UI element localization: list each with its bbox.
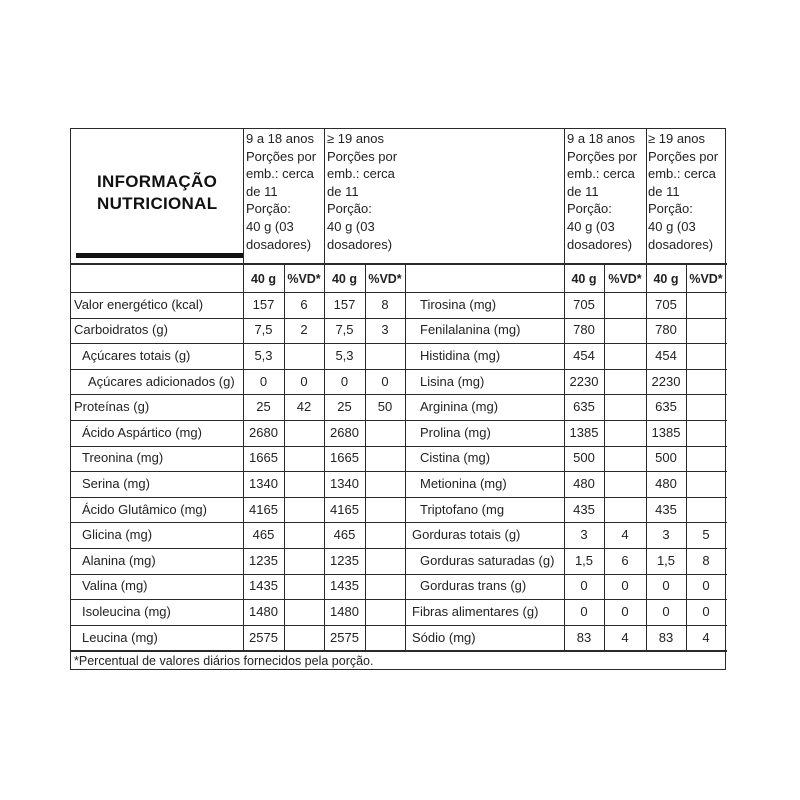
nutrient-amount: 500: [573, 450, 595, 465]
title-line-2: NUTRICIONAL: [97, 194, 218, 213]
nutrient-amount: 1235: [330, 553, 359, 568]
nutrient-amount: 454: [655, 348, 677, 363]
nutrient-amount: 1435: [249, 578, 278, 593]
nutrient-name: Sódio (mg): [412, 630, 476, 645]
nutrient-amount: 83: [576, 630, 592, 645]
row-divider: [71, 394, 727, 395]
nutrient-name: Açúcares totais (g): [82, 348, 191, 363]
nutrient-name: Gorduras saturadas (g): [420, 553, 555, 568]
nutrient-amount: 5,3: [335, 348, 354, 363]
nutrient-amount: 3: [580, 527, 588, 542]
row-divider: [71, 522, 727, 523]
nutrient-amount: 780: [655, 322, 677, 337]
column-divider: [243, 129, 244, 651]
serving-header-right-1: 9 a 18 anos Porções por emb.: cerca de 11 Porção: 40 g (03 dosadores): [567, 131, 638, 252]
nutrient-amount: 7,5: [335, 322, 354, 337]
nutrient-amount: 25: [337, 399, 352, 414]
nutrient-amount: 2575: [249, 630, 278, 645]
nutrient-amount: 1340: [249, 476, 278, 491]
nutrient-vd: 42: [296, 399, 312, 414]
row-divider: [71, 369, 727, 370]
nutrient-vd: 0: [702, 604, 710, 619]
nutrient-amount: 435: [655, 502, 677, 517]
column-header-amount: 40 g: [250, 272, 276, 286]
serving-header-left-2: ≥ 19 anos Porções por emb.: cerca de 11 Porção: 40 g (03 dosadores): [327, 131, 398, 252]
nutrient-vd: 5: [702, 527, 710, 542]
nutrient-amount: 3: [662, 527, 670, 542]
column-header-amount: 40 g: [653, 272, 679, 286]
nutrient-amount: 435: [573, 502, 595, 517]
nutrient-vd: 0: [300, 374, 308, 389]
table-bottom-rule: [71, 650, 727, 652]
nutrient-amount: 83: [658, 630, 674, 645]
nutrient-amount: 1435: [330, 578, 359, 593]
nutrient-amount: 1385: [651, 425, 681, 440]
nutrient-name: Fenilalanina (mg): [420, 322, 521, 337]
column-header-vd: %VD*: [287, 272, 321, 286]
nutrient-amount: 7,5: [254, 322, 273, 337]
nutrient-amount: 4165: [249, 502, 278, 517]
nutrient-name: Histidina (mg): [420, 348, 501, 363]
nutrient-name: Isoleucina (mg): [82, 604, 171, 619]
row-divider: [71, 497, 727, 498]
footnote: *Percentual de valores diários fornecidos pela porção.: [74, 654, 374, 668]
row-divider: [71, 318, 727, 319]
column-header-vd: %VD*: [368, 272, 402, 286]
nutrient-vd: 4: [621, 527, 629, 542]
nutrient-amount: 0: [662, 578, 670, 593]
nutrient-amount: 705: [573, 297, 595, 312]
nutrient-amount: 2680: [330, 425, 359, 440]
nutrient-name: Ácido Aspártico (mg): [82, 425, 202, 440]
row-divider: [71, 292, 727, 293]
nutrient-amount: 157: [333, 297, 356, 312]
title-underline-bar: [76, 253, 243, 258]
row-divider: [71, 548, 727, 549]
nutrition-facts-panel: [70, 128, 726, 670]
nutrient-vd: 2: [300, 322, 308, 337]
nutrient-vd: 8: [381, 297, 389, 312]
nutrient-amount: 1385: [569, 425, 599, 440]
nutrient-amount: 480: [655, 476, 677, 491]
serving-header-right-2: ≥ 19 anos Porções por emb.: cerca de 11 Porção: 40 g (03 dosadores): [648, 131, 719, 252]
nutrient-amount: 635: [573, 399, 595, 414]
nutrient-amount: 157: [252, 297, 275, 312]
nutrient-amount: 4165: [330, 502, 359, 517]
nutrient-amount: 25: [256, 399, 271, 414]
nutrient-amount: 465: [333, 527, 356, 542]
nutrient-amount: 2230: [569, 374, 599, 389]
nutrient-amount: 0: [580, 578, 588, 593]
row-divider: [71, 625, 727, 626]
nutrient-name: Valor energético (kcal): [74, 297, 204, 312]
nutrient-amount: 1665: [249, 450, 278, 465]
row-divider: [71, 599, 727, 600]
serving-header-left-1: 9 a 18 anos Porções por emb.: cerca de 11 Porção: 40 g (03 dosadores): [246, 131, 317, 252]
nutrient-vd: 6: [300, 297, 308, 312]
nutrient-amount: 1,5: [574, 553, 594, 568]
column-header-vd: %VD*: [608, 272, 642, 286]
nutrient-name: Gorduras totais (g): [412, 527, 521, 542]
nutrient-name: Cistina (mg): [420, 450, 491, 465]
row-divider: [71, 446, 727, 447]
nutrient-amount: 705: [655, 297, 677, 312]
nutrient-name: Ácido Glutâmico (mg): [82, 502, 207, 517]
nutrient-amount: 2575: [330, 630, 359, 645]
nutrient-amount: 1340: [330, 476, 359, 491]
nutrient-vd: 0: [621, 604, 629, 619]
column-header-amount: 40 g: [331, 272, 357, 286]
nutrient-amount: 0: [259, 374, 268, 389]
nutrient-amount: 0: [340, 374, 349, 389]
column-header-vd: %VD*: [689, 272, 723, 286]
nutrient-amount: 635: [655, 399, 677, 414]
nutrient-amount: 0: [580, 604, 588, 619]
nutrient-name: Gorduras trans (g): [420, 578, 527, 593]
row-divider: [71, 343, 727, 344]
nutrient-name: Tirosina (mg): [420, 297, 497, 312]
nutrient-vd: 4: [702, 630, 710, 645]
row-divider: [71, 420, 727, 421]
nutrient-vd: 0: [381, 374, 389, 389]
row-divider: [71, 574, 727, 575]
nutrient-name: Lisina (mg): [420, 374, 485, 389]
nutrient-vd: 3: [381, 322, 389, 337]
column-divider: [646, 129, 647, 265]
nutrient-name: Alanina (mg): [82, 553, 156, 568]
nutrient-amount: 1235: [249, 553, 278, 568]
nutrient-amount: 454: [573, 348, 595, 363]
nutrient-amount: 0: [662, 604, 670, 619]
nutrient-amount: 480: [573, 476, 595, 491]
nutrient-vd: 4: [621, 630, 629, 645]
nutrient-vd: 8: [702, 553, 710, 568]
column-header-amount: 40 g: [571, 272, 597, 286]
nutrient-name: Prolina (mg): [420, 425, 491, 440]
nutrient-name: Triptofano (mg: [420, 502, 505, 517]
nutrient-vd: 50: [377, 399, 393, 414]
nutrient-amount: 2230: [651, 374, 681, 389]
column-divider: [405, 265, 406, 651]
nutrient-name: Arginina (mg): [420, 399, 499, 414]
nutrient-vd: 0: [702, 578, 710, 593]
column-divider: [564, 129, 565, 265]
nutrient-amount: 2680: [249, 425, 278, 440]
nutrient-name: Leucina (mg): [82, 630, 158, 645]
panel-title: [97, 171, 247, 215]
nutrient-amount: 465: [252, 527, 275, 542]
nutrient-name: Fibras alimentares (g): [412, 604, 539, 619]
column-divider: [324, 129, 325, 265]
nutrient-amount: 1,5: [656, 553, 676, 568]
nutrient-name: Valina (mg): [82, 578, 148, 593]
nutrient-name: Açúcares adicionados (g): [88, 374, 235, 389]
row-divider: [71, 471, 727, 472]
nutrient-name: Proteínas (g): [74, 399, 150, 414]
nutrient-name: Carboidratos (g): [74, 322, 168, 337]
nutrient-name: Metionina (mg): [420, 476, 507, 491]
nutrient-name: Treonina (mg): [82, 450, 164, 465]
nutrient-name: Serina (mg): [82, 476, 150, 491]
header-rule: [71, 263, 727, 265]
title-line-1: INFORMAÇÃO: [97, 172, 218, 191]
nutrient-name: Glicina (mg): [82, 527, 153, 542]
nutrient-amount: 1665: [330, 450, 359, 465]
nutrient-amount: 1480: [330, 604, 359, 619]
nutrient-amount: 5,3: [254, 348, 273, 363]
nutrient-amount: 1480: [249, 604, 278, 619]
nutrient-vd: 0: [621, 578, 629, 593]
nutrient-amount: 500: [655, 450, 677, 465]
nutrient-vd: 6: [621, 553, 629, 568]
nutrient-amount: 780: [573, 322, 595, 337]
